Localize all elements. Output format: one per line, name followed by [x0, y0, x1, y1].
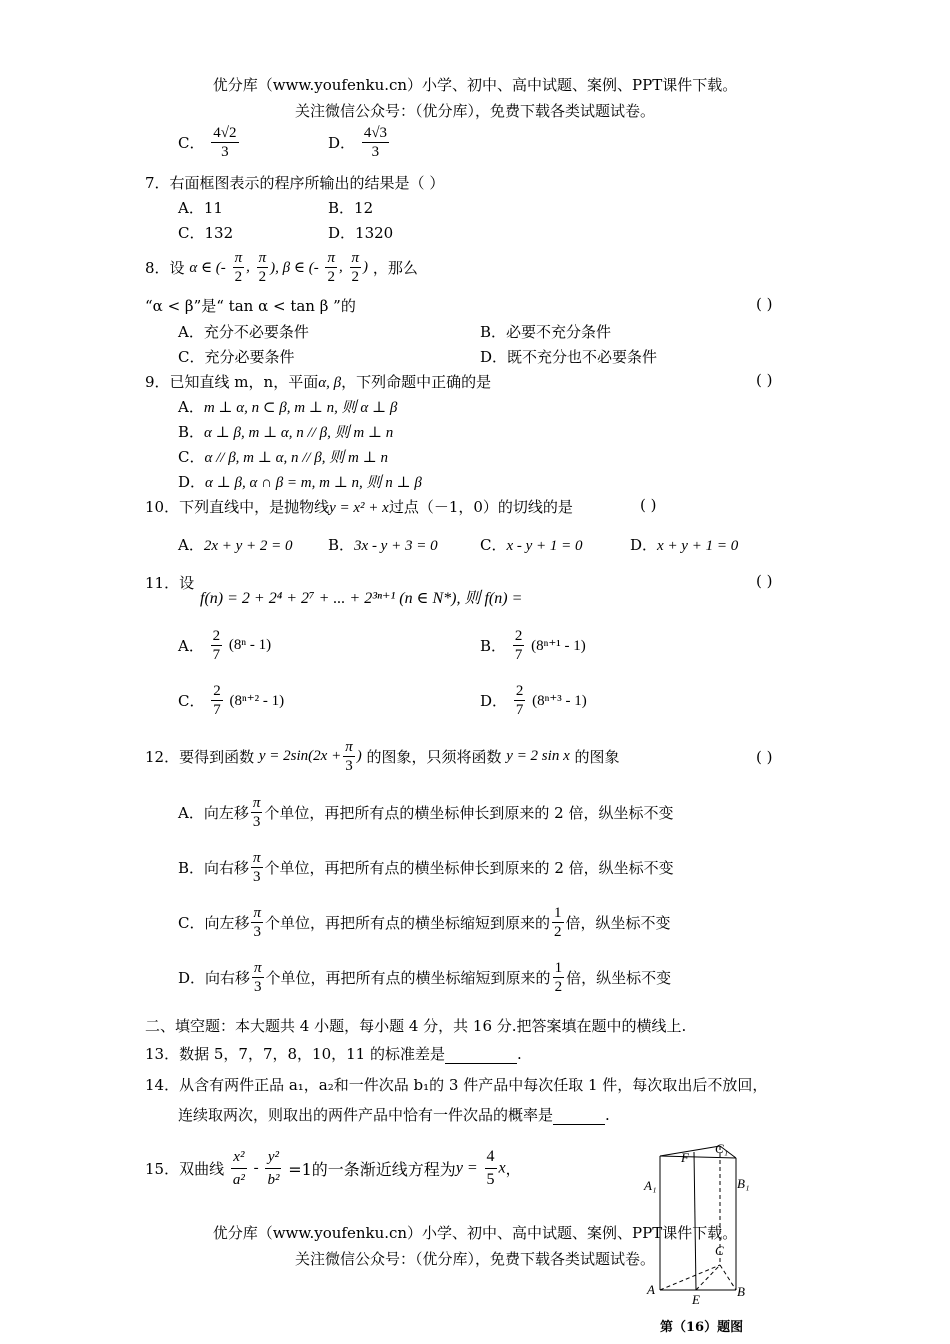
q15: 15．双曲线 $\frac{\text{x²}}{\text{a²}}$ - $\frac{\text{y²}}{\text{b²}}$ =1的一条渐近线方程为y = $\frac{4}{5}$ x， — [145, 1148, 521, 1188]
q8-option-a: A．充分不必要条件 — [178, 323, 309, 341]
q10-option-b: B．3x - y + 3 = 0 — [328, 536, 438, 554]
q11-option-b: B． $\frac{2}{7}$ (8ⁿ⁺¹ - 1) — [480, 628, 586, 663]
figure-label-e: E — [692, 1292, 700, 1307]
q10-stem: 10．下列直线中，是抛物线y = x² + x过点（－1，0）的切线的是 — [145, 498, 573, 516]
q12-option-c: C．向左移 $\frac{\pi}{3}$ 个单位，再把所有点的横坐标缩短到原来的 $\frac{1}{2}$ 倍，纵坐标不变 — [178, 905, 671, 940]
q13-answer-blank[interactable] — [445, 1045, 517, 1064]
q9-stem: 9．已知直线 m，n，平面α, β，下列命题中正确的是 — [145, 373, 492, 391]
q10-option-a: A．2x + y + 2 = 0 — [178, 536, 293, 554]
q8-option-d: D．既不充分也不必要条件 — [480, 348, 658, 366]
q10-answer-paren: ( ) — [640, 496, 657, 514]
q14-answer-blank[interactable] — [553, 1106, 605, 1125]
header-line-2: 关注微信公众号：（优分库），免费下载各类试题试卷。 — [294, 102, 655, 120]
q8-option-c: C．充分必要条件 — [178, 348, 295, 366]
q6-option-d: D． $\frac{4√3}{3}$ — [328, 125, 388, 160]
q11-option-c: C． $\frac{2}{7}$ (8ⁿ⁺² - 1) — [178, 683, 285, 718]
q9-answer-paren: ( ) — [756, 371, 773, 389]
footer-line-2: 关注微信公众号：（优分库），免费下载各类试题试卷。 — [294, 1250, 655, 1268]
figure-label-a: A — [647, 1282, 655, 1297]
q12-option-b: B．向右移 $\frac{\pi}{3}$ 个单位，再把所有点的横坐标伸长到原来的 2 倍，纵坐标不变 — [178, 850, 674, 885]
q6-option-c: C． $\frac{4√2}{3}$ — [178, 125, 237, 160]
figure-label-c: C — [715, 1243, 724, 1258]
q10-option-d: D．x + y + 1 = 0 — [630, 536, 739, 554]
figure-label-b: B — [737, 1284, 745, 1299]
q12-stem: 12．要得到函数 y = 2sin(2x + $\frac{\pi}{3}$ ) 的图象，只须将函数 y = 2 sin x 的图象 — [145, 739, 620, 774]
q12-option-a: A．向左移 $\frac{\pi}{3}$ 个单位，再把所有点的横坐标伸长到原来的 2 倍，纵坐标不变 — [178, 795, 674, 830]
q9-option-c: C．α // β, m ⊥ α, n // β, 则 m ⊥ n — [178, 448, 388, 466]
q14-line-2: 连续取两次，则取出的两件产品中恰有一件次品的概率是 . — [178, 1106, 610, 1124]
q14-line-1: 14．从含有两件正品 a₁，a₂和一件次品 b₁的 3 件产品中每次任取 1 件，每次取出后不放回， — [145, 1076, 768, 1094]
header-line-1: 优分库（www.youfenku.cn）小学、初中、高中试题、案例、PPT课件下载。 — [212, 76, 738, 94]
footer-line-1: 优分库（www.youfenku.cn）小学、初中、高中试题、案例、PPT课件下载。 — [212, 1224, 738, 1242]
q11-label: 11．设 — [145, 574, 195, 592]
q7-option-c: C．132 — [178, 224, 234, 242]
q9-option-b: B．α ⊥ β, m ⊥ α, n // β, 则 m ⊥ n — [178, 423, 394, 441]
q9-option-d: D．α ⊥ β, α ∩ β = m, m ⊥ n, 则 n ⊥ β — [178, 473, 422, 491]
q7-option-a: A．11 — [178, 199, 223, 217]
figure-label-b1: B₁ — [737, 1176, 750, 1191]
q11-option-d: D． $\frac{2}{7}$ (8ⁿ⁺³ - 1) — [480, 683, 587, 718]
figure-label-a1: A₁ — [644, 1178, 657, 1193]
q10-option-c: C．x - y + 1 = 0 — [480, 536, 583, 554]
figure-label-c1: C₁ — [715, 1141, 729, 1156]
q13: 13．数据 5，7，7，8，10，11 的标准差是 . — [145, 1045, 522, 1063]
figure-label-f: F — [681, 1150, 689, 1165]
q7-option-d: D．1320 — [328, 224, 394, 242]
q8-stem: 8．设 α ∈ (- $\frac{\pi}{2}$ , $\frac{\pi}{2}$ ), β ∈ (- $\frac{\pi}{2}$ , $\frac{\pi}{2}$ ) ，那么 — [145, 250, 418, 285]
q11-formula: f(n) = 2 + 2⁴ + 2⁷ + ... + 2³ⁿ⁺¹ (n ∈ N*), 则 f(n) = — [200, 590, 523, 607]
q12-option-d: D．向右移 $\frac{\pi}{3}$ 个单位，再把所有点的横坐标缩短到原来的 $\frac{1}{2}$ 倍，纵坐标不变 — [178, 960, 672, 995]
figure-caption: 第（16）题图 — [660, 1320, 744, 1335]
q9-option-a: A．m ⊥ α, n ⊂ β, m ⊥ n, 则 α ⊥ β — [178, 398, 398, 416]
section-2-heading: 二、填空题：本大题共 4 小题，每小题 4 分，共 16 分.把答案填在题中的横线上. — [145, 1017, 687, 1035]
q7-stem: 7．右面框图表示的程序所输出的结果是（ ） — [145, 174, 445, 192]
q8-option-b: B．必要不充分条件 — [480, 323, 612, 341]
q7-option-b: B．12 — [328, 199, 374, 217]
q11-answer-paren: ( ) — [756, 572, 773, 590]
q8-answer-paren: ( ) — [756, 295, 773, 313]
q11-option-a: A． $\frac{2}{7}$ (8ⁿ - 1) — [178, 628, 272, 663]
q8-condition: “α < β”是“ tan α < tan β ”的 — [145, 297, 356, 315]
q12-answer-paren: ( ) — [756, 748, 773, 766]
